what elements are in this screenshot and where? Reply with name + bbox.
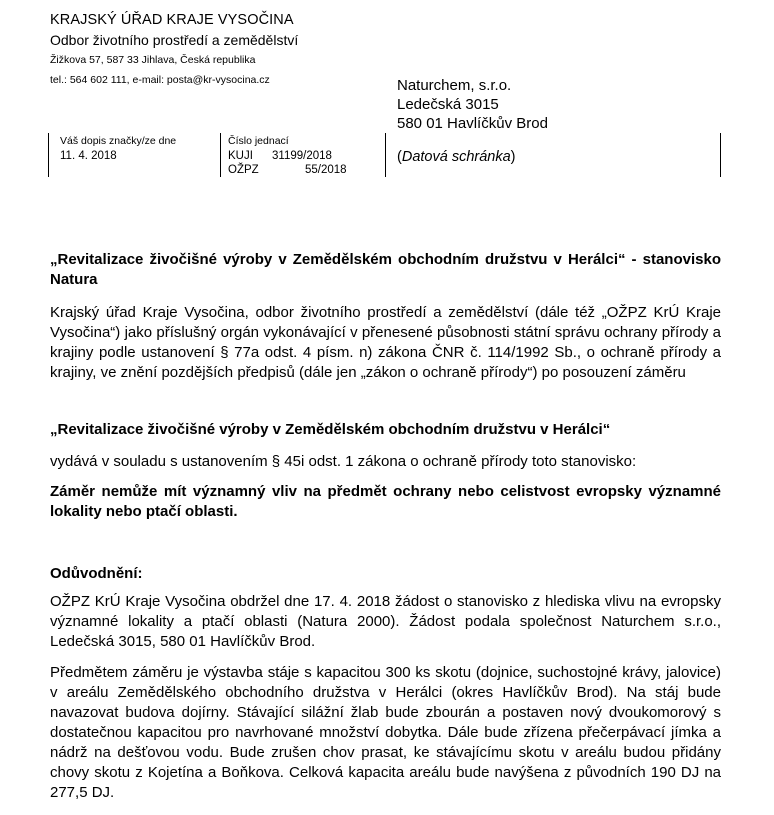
intro-paragraph: Krajský úřad Kraje Vysočina, odbor životního prostředí a zemědělství (dále též „OŽPZ KrÚ Kraje Vysočina“) jako příslušný orgán vykonávající v přenesené působnosti státní správu ochrany přírody a krajiny podle ustanovení § 77a odst. 4 písm. n) zákona ČNR č. 114/1992 Sb., o ochraně přírody a krajiny, ve znění pozdějších předpisů (dále jen „zákon o ochraně přírody“) po posouzení záměru bbox=[50, 304, 721, 381]
sender-contact: tel.: 564 602 111, e-mail: posta@kr-vysocina.cz bbox=[50, 74, 270, 86]
recipient-city: 580 01 Havlíčkův Brod bbox=[397, 115, 548, 132]
reasoning-paragraph-2: Předmětem záměru je výstavba stáje s kapacitou 300 ks skotu (dojnice, suchostojné krávy, jalovice) v areálu Zemědělského obchodního družstva v Herálci (okres Havlíčkův Brod). Na stáj bude navazovat budova dojírny. Stávající silážní žlab bude zbourán a postaven nový dvoukomorový s dostatečnou kapacitou pro navrhované množství dobytka. Dále bude zřízena přečerpávací jímka a nádrž na dešťovou vodu. Bude zrušen chov prasat, ke stávajícímu skotu v areálu budou přidány chovy skotu z Kojetína a Boňkova. Celková kapacita areálu bude navýšena z původních 190 DJ na 277,5 DJ. bbox=[50, 664, 721, 801]
case-number-label: Číslo jednací bbox=[228, 135, 289, 147]
ozpz-number: 55/2018 bbox=[305, 164, 347, 176]
recipient-street: Ledečská 3015 bbox=[397, 96, 499, 113]
sender-department: Odbor životního prostředí a zemědělství bbox=[50, 32, 299, 48]
subject-heading: „Revitalizace živočišné výroby v Zemědělském obchodním družstvu v Herálci“ - stanovisko Natura bbox=[50, 251, 721, 288]
delivery-method-label: Datová schránka bbox=[401, 149, 511, 165]
project-name: „Revitalizace živočišné výroby v Zemědělském obchodním družstvu v Herálci“ bbox=[50, 421, 611, 438]
reference-divider bbox=[720, 133, 721, 177]
reasoning-heading: Odůvodnění: bbox=[50, 565, 143, 582]
reference-divider bbox=[220, 133, 221, 177]
issues-statement: vydává v souladu s ustanovením § 45i odst. 1 zákona o ochraně přírody toto stanovisko: bbox=[50, 453, 637, 470]
ozpz-code: OŽPZ bbox=[228, 164, 259, 176]
reasoning-paragraph-1: OŽPZ KrÚ Kraje Vysočina obdržel dne 17. 4. 2018 žádost o stanovisko z hlediska vlivu na evropsky významné lokality a ptačí oblasti (Natura 2000). Žádost podala společnost Naturchem s.r.o., Ledečská 3015, 580 01 Havlíčkův Brod. bbox=[50, 593, 721, 650]
delivery-method: (Datová schránka) bbox=[397, 149, 516, 165]
reference-divider bbox=[385, 133, 386, 177]
recipient-address-block bbox=[397, 76, 548, 133]
sender-organization: KRAJSKÝ ÚŘAD KRAJE VYSOČINA bbox=[50, 12, 294, 28]
kuji-number: 31199/2018 bbox=[272, 150, 332, 162]
reference-divider bbox=[48, 133, 49, 177]
your-letter-date: 11. 4. 2018 bbox=[60, 150, 117, 162]
conclusion-statement: Záměr nemůže mít významný vliv na předmět ochrany nebo celistvost evropsky významné lokality nebo ptačí oblasti. bbox=[50, 483, 721, 520]
recipient-name: Naturchem, s.r.o. bbox=[397, 77, 512, 94]
your-letter-label: Váš dopis značky/ze dne bbox=[60, 135, 177, 147]
kuji-code: KUJI bbox=[228, 150, 253, 162]
sender-address: Žižkova 57, 587 33 Jihlava, Česká republika bbox=[50, 54, 256, 66]
